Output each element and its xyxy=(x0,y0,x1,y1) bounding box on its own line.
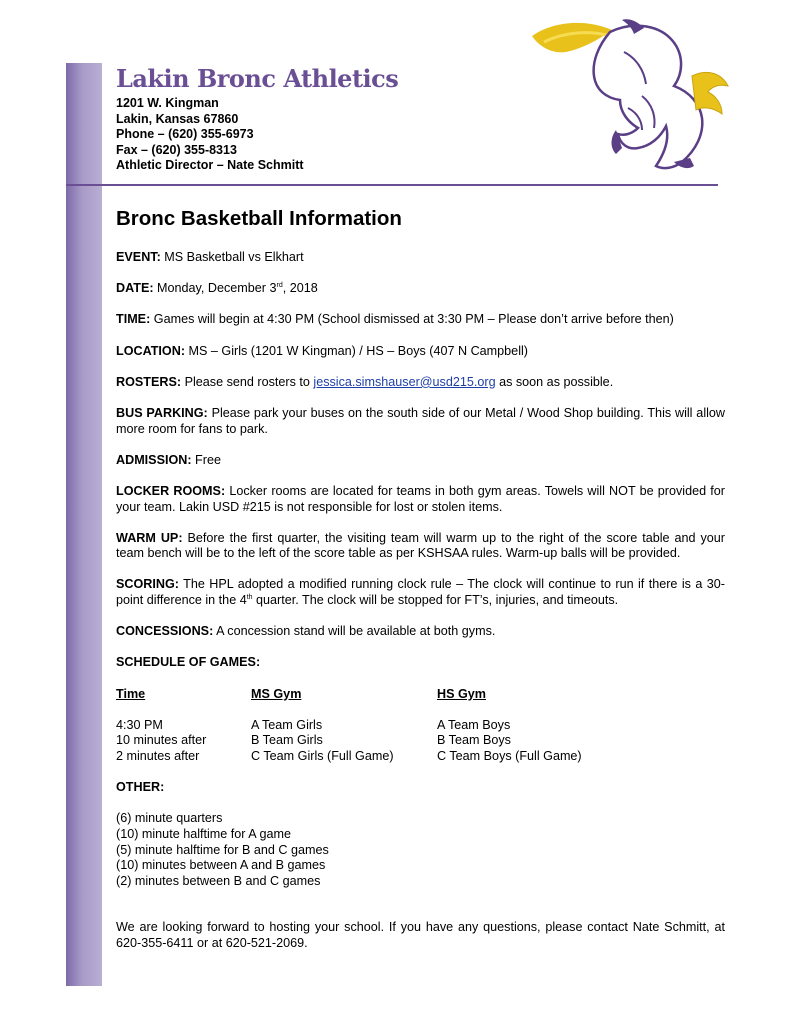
schedule-hs-cell: A Team Boys xyxy=(437,717,511,732)
schedule-header-row xyxy=(116,687,582,703)
address-line-1: 1201 W. Kingman xyxy=(116,96,219,110)
scoring-label: SCORING: xyxy=(116,577,179,592)
schedule-ms-cell: B Team Girls xyxy=(251,733,323,748)
table-row xyxy=(116,749,582,765)
warm-up-label: WARM UP: xyxy=(116,530,183,545)
schedule-hs-cell: B Team Boys xyxy=(437,733,511,748)
bus-parking-paragraph xyxy=(116,406,725,437)
other-label: OTHER: xyxy=(116,780,165,795)
admission-label: ADMISSION: xyxy=(116,452,192,467)
list-item: (5) minute halftime for B and C games xyxy=(116,842,329,857)
table-row xyxy=(116,718,582,734)
event-value: MS Basketball vs Elkhart xyxy=(160,250,304,264)
locker-rooms-label: LOCKER ROOMS: xyxy=(116,483,226,498)
list-item: (10) minute halftime for A game xyxy=(116,826,291,841)
table-row xyxy=(116,733,582,749)
document-body xyxy=(116,250,725,967)
scoring-paragraph xyxy=(116,577,725,608)
warm-up-paragraph xyxy=(116,531,725,562)
header-divider xyxy=(66,184,718,186)
schedule-time-cell: 4:30 PM xyxy=(116,717,163,732)
admission-line xyxy=(116,453,725,469)
list-item: (10) minutes between A and B games xyxy=(116,858,326,873)
list-item: (2) minutes between B and C games xyxy=(116,873,321,888)
location-label: LOCATION: xyxy=(116,343,186,358)
closing-paragraph: We are looking forward to hosting your school. If you have any questions, please contact Nate Schmitt, at 620-355-6411 or at 620-521-2069. xyxy=(116,920,725,950)
date-label: DATE: xyxy=(116,281,154,296)
concessions-label: CONCESSIONS: xyxy=(116,624,214,639)
date-year: , 2018 xyxy=(282,281,318,296)
scoring-value: The HPL adopted a modified running clock rule – The clock will continue to run if there is a 30-point difference in the 4 xyxy=(116,577,725,608)
rosters-line xyxy=(116,375,725,391)
time-line xyxy=(116,312,725,328)
event-label: EVENT: xyxy=(116,250,161,264)
time-label: TIME: xyxy=(116,312,151,327)
schedule-label: SCHEDULE OF GAMES: xyxy=(116,655,261,670)
rosters-text-end: as soon as possible. xyxy=(495,374,614,389)
schedule-header-time: Time xyxy=(116,686,146,701)
director-line: Athletic Director – Nate Schmitt xyxy=(116,158,304,172)
schedule-spacer-row xyxy=(116,702,582,718)
time-value: Games will begin at 4:30 PM (School dismissed at 3:30 PM – Please don’t arrive before then) xyxy=(150,312,674,327)
rosters-email-link[interactable]: jessica.simshauser@usd215.org xyxy=(313,374,496,389)
location-line xyxy=(116,344,725,360)
warm-up-value: Before the first quarter, the visiting team will warm up to the right of the score table and your team bench will be to the left of the score table as per KSHSAA rules. Warm-up balls will be provided. xyxy=(116,530,725,561)
other-heading xyxy=(116,780,725,796)
schedule-ms-cell: A Team Girls xyxy=(251,717,323,732)
schedule-heading xyxy=(116,655,725,671)
schedule-hs-cell: C Team Boys (Full Game) xyxy=(437,749,582,763)
rosters-label: ROSTERS: xyxy=(116,374,182,389)
organization-title: Lakin Bronc Athletics xyxy=(116,64,399,93)
scoring-ordinal: th xyxy=(246,594,253,602)
schedule-header-hs-gym: HS Gym xyxy=(437,686,486,701)
sidebar-bar xyxy=(66,63,102,986)
schedule-ms-cell: C Team Girls (Full Game) xyxy=(251,749,394,763)
bus-parking-label: BUS PARKING: xyxy=(116,405,208,420)
schedule-time-cell: 2 minutes after xyxy=(116,749,200,763)
event-line xyxy=(116,250,725,266)
schedule-header-ms-gym: MS Gym xyxy=(251,686,302,701)
other-list xyxy=(116,811,725,889)
list-item: (6) minute quarters xyxy=(116,811,223,826)
bus-parking-value: Please park your buses on the south side of our Metal / Wood Shop building. This will allow more room for fans to park. xyxy=(116,405,726,436)
admission-value: Free xyxy=(191,452,221,467)
concessions-line xyxy=(116,624,725,640)
schedule-table xyxy=(116,687,582,765)
date-ordinal: rd xyxy=(276,282,283,290)
contact-block xyxy=(116,96,304,174)
date-value: Monday, December 3 xyxy=(153,281,277,296)
date-line xyxy=(116,281,725,297)
schedule-time-cell: 10 minutes after xyxy=(116,733,207,748)
rosters-text: Please send rosters to xyxy=(181,374,314,389)
concessions-value: A concession stand will be available at both gyms. xyxy=(213,624,496,639)
phone-line: Phone – (620) 355-6973 xyxy=(116,127,254,141)
bronc-mascot-logo xyxy=(524,12,734,174)
locker-rooms-value: Locker rooms are located for teams in both gym areas. Towels will NOT be provided for your team. Lakin USD #215 is not responsible for lost or stolen items. xyxy=(116,483,725,514)
address-line-2: Lakin, Kansas 67860 xyxy=(116,111,239,126)
fax-line: Fax – (620) 355-8313 xyxy=(116,142,237,157)
scoring-value-end: quarter. The clock will be stopped for FT’s, injuries, and timeouts. xyxy=(252,593,619,608)
location-value: MS – Girls (1201 W Kingman) / HS – Boys (407 N Campbell) xyxy=(185,343,528,358)
document-title: Bronc Basketball Information xyxy=(116,207,402,230)
locker-rooms-paragraph xyxy=(116,484,725,515)
